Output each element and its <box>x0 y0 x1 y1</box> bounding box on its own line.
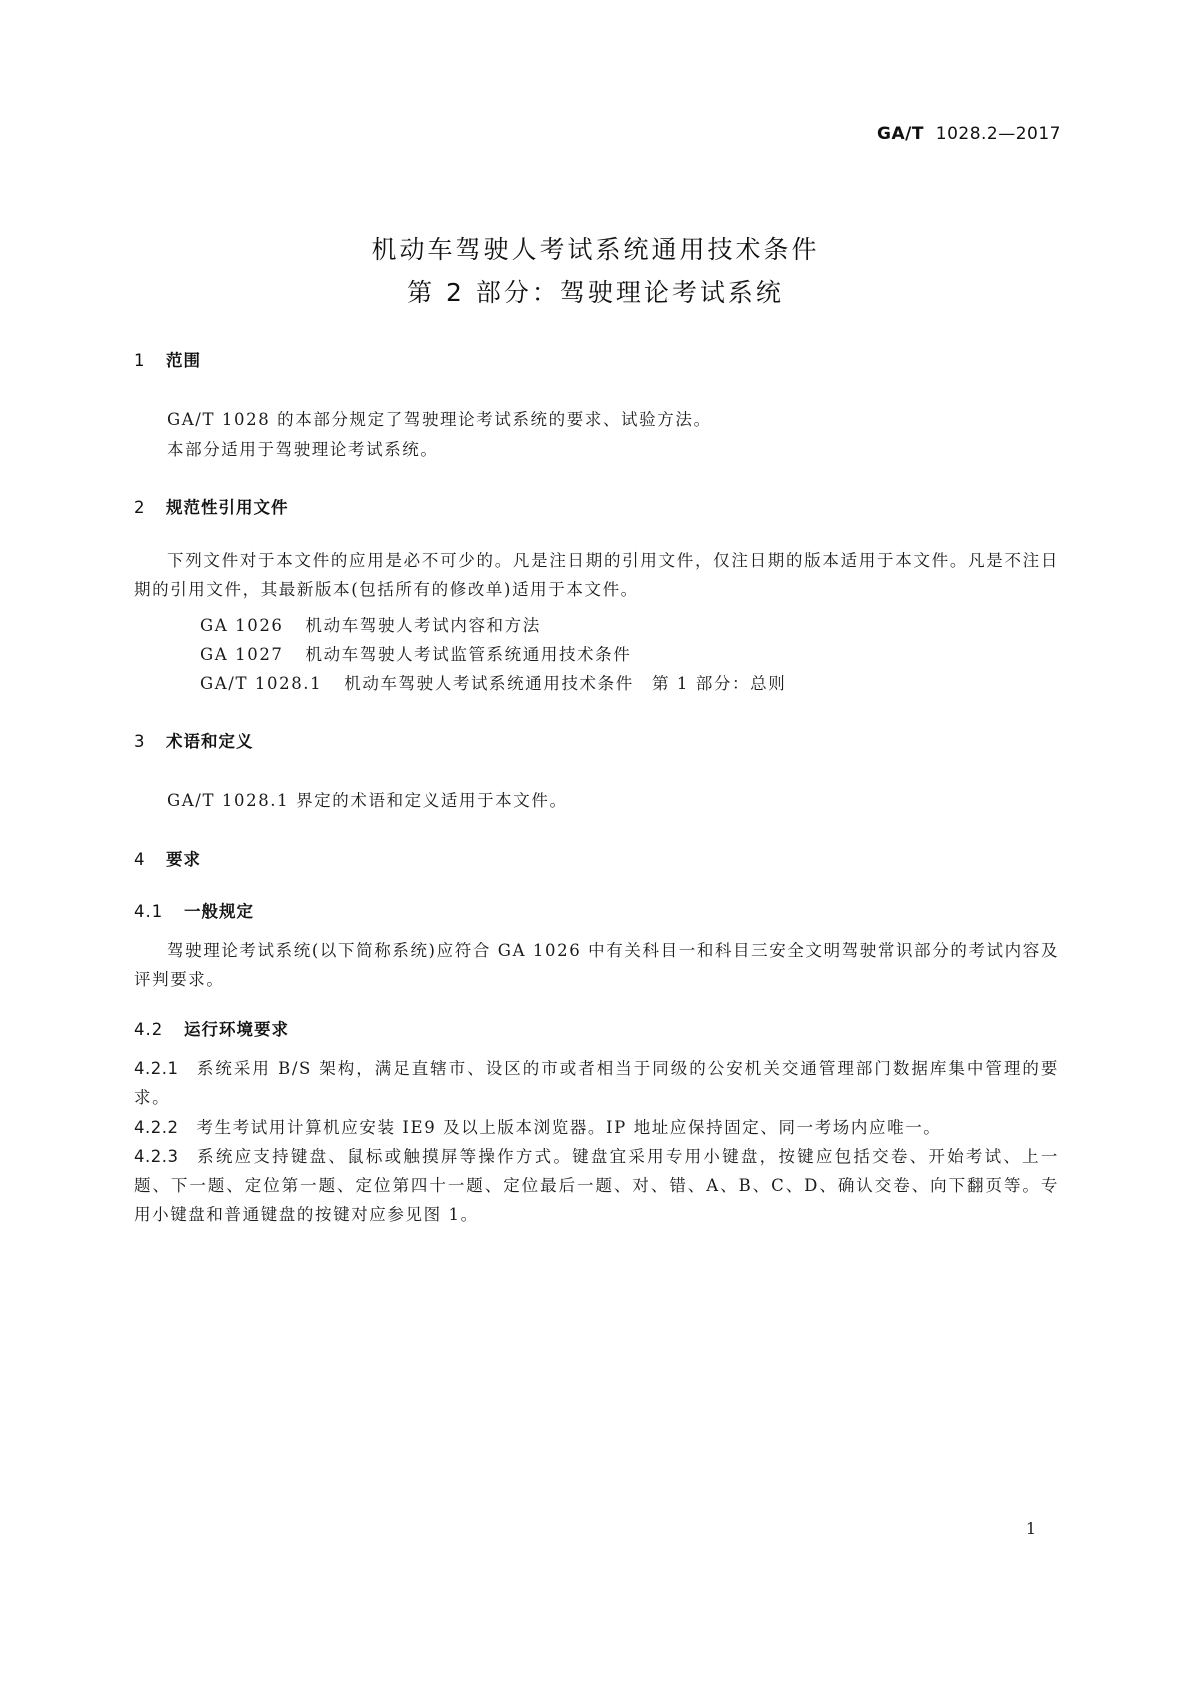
reference-title: 机动车驾驶人考试内容和方法 <box>305 616 541 635</box>
section-4-1-heading <box>134 898 254 922</box>
subsection-title: 运行环境要求 <box>184 1020 289 1039</box>
clause-4-2-3 <box>134 1142 1059 1229</box>
document-title-line-1: 机动车驾驶人考试系统通用技术条件 <box>371 235 820 264</box>
section-4-2-heading <box>134 1016 289 1040</box>
subsection-number: 4.2 <box>134 1020 164 1039</box>
reference-item <box>134 670 786 694</box>
section-1-paragraph-2: 本部分适用于驾驶理论考试系统。 <box>167 440 439 459</box>
standard-number: 1028.2—2017 <box>935 124 1061 144</box>
subsection-number: 4.1 <box>134 902 164 921</box>
reference-code: GA 1026 <box>200 616 284 635</box>
standard-prefix: GA/T <box>877 124 924 144</box>
reference-title: 机动车驾驶人考试监管系统通用技术条件 <box>305 645 632 664</box>
clause-4-2-1 <box>134 1054 1059 1112</box>
clause-text: 考生考试用计算机应安装 IE9 及以上版本浏览器。IP 地址应保持固定、同一考场内应唯一。 <box>196 1118 942 1137</box>
clause-number: 4.2.2 <box>134 1118 179 1137</box>
section-title: 范围 <box>166 351 201 370</box>
section-4-1-paragraph: 驾驶理论考试系统(以下简称系统)应符合 GA 1026 中有关科目一和科目三安全文明驾驶常识部分的考试内容及评判要求。 <box>134 941 1059 989</box>
reference-item <box>134 641 631 665</box>
reference-code: GA/T 1028.1 <box>200 674 323 693</box>
section-1-paragraph-1: GA/T 1028 的本部分规定了驾驶理论考试系统的要求、试验方法。 <box>167 410 712 429</box>
clause-4-2-2 <box>134 1113 1059 1142</box>
clause-text: 系统应支持键盘、鼠标或触摸屏等操作方式。键盘宜采用专用小键盘，按键应包括交卷、开始考试、上一题、下一题、定位第一题、定位第四十一题、定位最后一题、对、错、A、B、C、D、确认交卷、向下翻页等。专用小键盘和普通键盘的按键对应参见图 1。 <box>134 1147 1059 1224</box>
section-title: 规范性引用文件 <box>166 498 289 517</box>
section-title: 要求 <box>166 850 201 869</box>
section-3-heading <box>134 728 254 752</box>
section-3-paragraph-1: GA/T 1028.1 界定的术语和定义适用于本文件。 <box>167 791 568 810</box>
clause-number: 4.2.3 <box>134 1147 179 1166</box>
section-number: 2 <box>134 498 146 517</box>
standard-code <box>877 124 1061 144</box>
section-2-heading <box>134 494 289 518</box>
section-number: 1 <box>134 351 146 370</box>
section-1-heading <box>134 347 201 371</box>
section-number: 3 <box>134 732 146 751</box>
section-number: 4 <box>134 850 146 869</box>
page-number: 1 <box>1025 1519 1036 1538</box>
reference-title: 机动车驾驶人考试系统通用技术条件 第 1 部分：总则 <box>344 674 787 693</box>
reference-item <box>134 612 541 636</box>
document-title-line-2: 第 2 部分：驾驶理论考试系统 <box>407 278 784 307</box>
section-title: 术语和定义 <box>166 732 254 751</box>
clause-number: 4.2.1 <box>134 1059 179 1078</box>
section-4-heading <box>134 846 201 870</box>
section-2-intro: 下列文件对于本文件的应用是必不可少的。凡是注日期的引用文件，仅注日期的版本适用于本文件。凡是不注日期的引用文件，其最新版本(包括所有的修改单)适用于本文件。 <box>134 551 1059 599</box>
clause-text: 系统采用 B/S 架构，满足直辖市、设区的市或者相当于同级的公安机关交通管理部门数据库集中管理的要求。 <box>134 1059 1059 1107</box>
subsection-title: 一般规定 <box>184 902 254 921</box>
reference-code: GA 1027 <box>200 645 284 664</box>
